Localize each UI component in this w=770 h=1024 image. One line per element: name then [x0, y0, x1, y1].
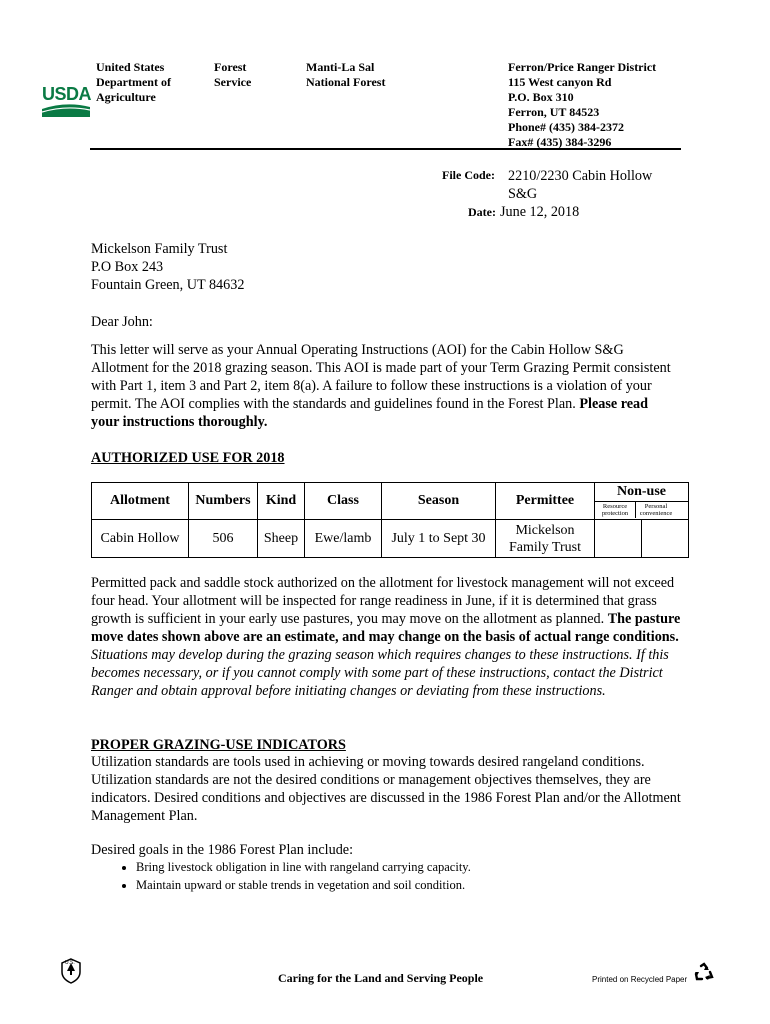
- office-line: Ferron, UT 84523: [508, 105, 600, 119]
- table-header-row: [92, 483, 689, 520]
- cell-kind: Sheep: [258, 520, 305, 558]
- cell-class: Ewe/lamb: [305, 520, 382, 558]
- office-line: P.O. Box 310: [508, 90, 574, 104]
- recycle-arrows-icon: [693, 962, 715, 984]
- service-line: Service: [214, 75, 252, 89]
- cell-allotment: Cabin Hollow: [92, 520, 189, 558]
- forest-line: National Forest: [306, 75, 386, 89]
- cell-personal-convenience: [642, 520, 689, 558]
- service-line: Forest: [214, 60, 247, 74]
- date-label: Date:: [468, 205, 496, 219]
- usda-logo: [42, 85, 92, 121]
- forest-service-shield-icon: [60, 958, 82, 984]
- management-text: Permitted pack and saddle stock authorized on the allotment for livestock management will not exceed four head. Your allotment will be inspected for range readiness in June, if it is determined that grass growth is sufficient in your early use pastures, you may move on the allotment as planned.: [91, 575, 675, 627]
- cell-numbers: 506: [189, 520, 258, 558]
- management-paragraph: [91, 574, 681, 700]
- nonuse-label: Non-use: [595, 483, 688, 502]
- col-header-allotment: Allotment: [92, 483, 189, 520]
- file-code-value: [508, 167, 652, 203]
- office-line: Fax# (435) 384-3296: [508, 135, 612, 149]
- salutation: Dear John:: [91, 314, 153, 330]
- cell-season: July 1 to Sept 30: [382, 520, 496, 558]
- date-value: June 12, 2018: [500, 204, 580, 220]
- file-code-line: S&G: [508, 186, 538, 202]
- header-rule: [90, 148, 681, 150]
- authorized-use-heading: AUTHORIZED USE FOR 2018: [91, 450, 285, 466]
- office-line: Ferron/Price Ranger District: [508, 60, 657, 74]
- indicators-heading: PROPER GRAZING-USE INDICATORS: [91, 737, 346, 753]
- agency-name: [96, 60, 171, 105]
- service-name: [214, 60, 251, 90]
- intro-text: This letter will serve as your Annual Operating Instructions (AOI) for the Cabin Hollow S&G Allotment for the 2018 grazing season. This AOI is made part of your Term Grazing Permit consistent with Part 1, item 3 and Part 2, item 8(a). A failure to follow these instructions is a violation of your permit. The AOI complies with the standards and guidelines found in the Forest Plan.: [91, 342, 671, 412]
- cell-permittee: Mickelson Family Trust: [496, 520, 595, 558]
- goals-intro: Desired goals in the 1986 Forest Plan include:: [91, 842, 354, 858]
- col-header-permittee: Permittee: [496, 483, 595, 520]
- list-item: • Maintain upward or stable trends in vegetation and soil condition.: [136, 876, 471, 894]
- table-row: [92, 520, 689, 558]
- agency-line: Agriculture: [96, 90, 156, 104]
- usda-logo-text: USDA: [42, 84, 92, 104]
- authorized-use-table: [91, 482, 689, 558]
- usda-logo-swoosh: [42, 103, 90, 117]
- office-address: [508, 60, 656, 150]
- indicators-paragraph: Utilization standards are tools used in achieving or moving towards desired rangeland conditions. Utilization standards are not the desired conditions or management objectives themselves, they are indicators. Desired conditions and objectives are discussed in the 1986 Forest Plan and/or the Allotment Management Plan.: [91, 754, 681, 824]
- col-header-class: Class: [305, 483, 382, 520]
- col-header-numbers: Numbers: [189, 483, 258, 520]
- subheader-personal-convenience: Personal convenience: [639, 503, 673, 517]
- agency-line: Department of: [96, 75, 171, 89]
- intro-emphasis: Please read your instructions thoroughly.: [91, 396, 649, 430]
- file-code-line: 2210/2230 Cabin Hollow: [508, 168, 653, 184]
- recipient-line: P.O Box 243: [91, 259, 164, 275]
- office-line: 115 West canyon Rd: [508, 75, 612, 89]
- intro-paragraph: [91, 341, 671, 431]
- recipient-line: Mickelson Family Trust: [91, 241, 228, 257]
- recycled-paper-note: Printed on Recycled Paper: [592, 975, 688, 984]
- agency-line: United States: [96, 60, 165, 74]
- forest-name: [306, 60, 385, 90]
- footer-motto: Caring for the Land and Serving People: [278, 971, 484, 985]
- management-italic: Situations may develop during the grazing season which requires changes to these instructions. If this becomes necessary, or if you cannot comply with some part of these instructions, contact the District Ranger and obtain approval before initiating changes or deviating from these instructions.: [91, 647, 669, 699]
- goals-list: [112, 858, 471, 894]
- shield-text: U.S.: [65, 960, 75, 966]
- col-header-kind: Kind: [258, 483, 305, 520]
- management-emphasis: The pasture move dates shown above are an estimate, and may change on the basis of actual range conditions.: [91, 611, 681, 645]
- recipient-address: [91, 240, 244, 294]
- file-code-label: File Code:: [442, 168, 495, 182]
- forest-line: Manti-La Sal: [306, 60, 375, 74]
- cell-resource-protection: [595, 520, 642, 558]
- recycle-icon: [693, 962, 715, 984]
- nonuse-subheaders: [595, 502, 688, 518]
- recipient-line: Fountain Green, UT 84632: [91, 277, 245, 293]
- list-item: • Bring livestock obligation in line with rangeland carrying capacity.: [136, 858, 471, 876]
- office-line: Phone# (435) 384-2372: [508, 120, 624, 134]
- col-header-season: Season: [382, 483, 496, 520]
- col-header-nonuse: [595, 483, 689, 520]
- subheader-resource-protection: Resource protection: [595, 502, 636, 518]
